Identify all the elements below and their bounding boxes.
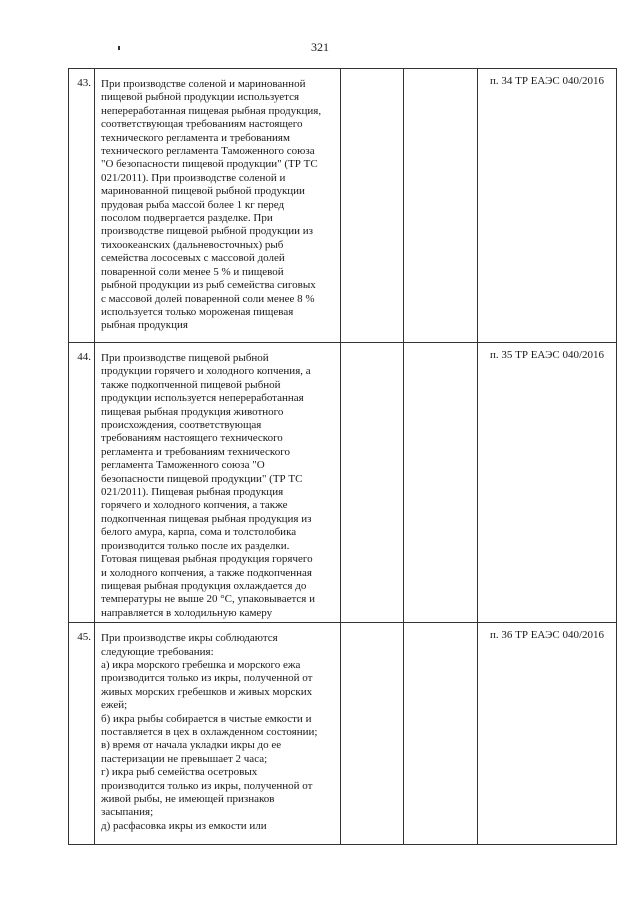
empty-cell bbox=[341, 69, 404, 343]
table-row bbox=[69, 623, 617, 845]
text-line: белого амура, карпа, сома и толстолобика bbox=[101, 526, 297, 539]
text-line: технического регламента Таможенного союза bbox=[101, 145, 315, 158]
text-line: регламента Таможенного союза "О bbox=[101, 459, 265, 472]
text-line: При производстве соленой и маринованной bbox=[101, 78, 306, 90]
text-line: При производстве икры соблюдаются bbox=[101, 632, 278, 645]
text-line: следующие требования: bbox=[101, 645, 214, 658]
requirements-table bbox=[68, 68, 617, 845]
text-line: поставляется в цех в охлажденном состоянии; bbox=[101, 725, 318, 738]
table-body bbox=[69, 69, 617, 845]
text-line: безопасности пищевой продукции" (ТР ТС bbox=[101, 472, 303, 485]
text-line: горячего и холодного копчения, а также bbox=[101, 499, 288, 512]
text-line: соответствующая требованиям настоящего bbox=[101, 118, 303, 131]
text-line: требованиям настоящего технического bbox=[101, 432, 283, 445]
text-line: регламента и требованиям технического bbox=[101, 445, 290, 458]
text-line: температуры не выше 20 °С, упаковывается и bbox=[101, 593, 315, 606]
reference-cell: п. 35 ТР ЕАЭС 040/2016 bbox=[478, 343, 617, 623]
empty-cell bbox=[341, 623, 404, 845]
text-line: технического регламента и требованиям bbox=[101, 131, 290, 144]
text-line: продукции горячего и холодного копчения, а bbox=[101, 365, 311, 378]
text-line: б) икра рыбы собирается в чистые емкости и bbox=[101, 712, 312, 725]
empty-cell bbox=[404, 69, 478, 343]
text-line: также подкопченной пищевой рыбной bbox=[101, 378, 281, 391]
text-line: используется только мороженая пищевая bbox=[101, 305, 294, 318]
text-line: маринованной пищевой рыбной продукции bbox=[101, 185, 305, 198]
requirement-text bbox=[95, 623, 341, 845]
text-line: рыбная продукция bbox=[101, 319, 188, 332]
text-line: пищевая рыбная продукция охлаждается до bbox=[101, 579, 307, 592]
text-line: в) время от начала укладки икры до ее bbox=[101, 739, 282, 752]
table-row bbox=[69, 69, 617, 343]
text-line: пищевой рыбной продукции используется bbox=[101, 91, 300, 104]
text-line: и холодного копчения, а также подкопченная bbox=[101, 566, 312, 579]
text-line: г) икра рыб семейства осетровых bbox=[101, 766, 258, 779]
text-line: происхождения, соответствующая bbox=[101, 419, 262, 432]
text-line: засыпания; bbox=[101, 806, 154, 819]
row-number: 44. bbox=[69, 343, 95, 623]
page-number: 321 bbox=[311, 40, 329, 54]
text-line: семейства лососевых с массовой долей bbox=[101, 252, 285, 265]
empty-cell bbox=[404, 343, 478, 623]
requirement-text bbox=[95, 69, 341, 343]
text-line: прудовая рыба массой более 1 кг перед bbox=[101, 198, 285, 211]
text-line: пищевая рыбная продукция животного bbox=[101, 405, 284, 418]
text-line: тихоокеанских (дальневосточных) рыб bbox=[101, 238, 284, 251]
row-number: 43. bbox=[69, 69, 95, 343]
reference-cell: п. 34 ТР ЕАЭС 040/2016 bbox=[478, 69, 617, 343]
text-line: живой рыбы, не имеющей признаков bbox=[101, 793, 275, 805]
row-number: 45. bbox=[69, 623, 95, 845]
text-line: 021/2011). Пищевая рыбная продукция bbox=[101, 486, 284, 499]
empty-cell bbox=[341, 343, 404, 623]
text-line: производится только из икры, полученной от bbox=[101, 779, 313, 792]
text-line: направляется в холодильную камеру bbox=[101, 606, 273, 619]
text-line: рыбной продукции из рыб семейства сиговых bbox=[101, 279, 316, 292]
text-line: "О безопасности пищевой продукции" (ТР ТС bbox=[101, 158, 318, 171]
text-line: подкопченная пищевая рыбная продукция из bbox=[101, 512, 312, 525]
reference-cell: п. 36 ТР ЕАЭС 040/2016 bbox=[478, 623, 617, 845]
table-row bbox=[69, 343, 617, 623]
text-line: д) расфасовка икры из емкости или bbox=[101, 819, 267, 832]
text-line: непереработанная пищевая рыбная продукция, bbox=[101, 104, 322, 117]
text-line: производится только после их разделки. bbox=[101, 539, 290, 552]
scan-mark bbox=[118, 46, 120, 50]
text-line: производстве пищевой рыбной продукции из bbox=[101, 225, 314, 238]
text-line: При производстве пищевой рыбной bbox=[101, 352, 269, 364]
text-line: Готовая пищевая рыбная продукция горячего bbox=[101, 553, 313, 566]
empty-cell bbox=[404, 623, 478, 845]
text-line: производится только из икры, полученной от bbox=[101, 672, 313, 685]
text-line: с массовой долей поваренной соли менее 8 % bbox=[101, 292, 315, 305]
requirement-text bbox=[95, 343, 341, 623]
text-line: посолом подвергается разделке. При bbox=[101, 212, 273, 225]
text-line: а) икра морского гребешка и морского ежа bbox=[101, 658, 301, 671]
text-line: живых морских гребешков и живых морских bbox=[101, 685, 313, 698]
text-line: поваренной соли менее 5 % и пищевой bbox=[101, 265, 284, 278]
text-line: продукции используется непереработанная bbox=[101, 392, 304, 405]
text-line: 021/2011). При производстве соленой и bbox=[101, 171, 286, 184]
text-line: ежей; bbox=[101, 699, 128, 712]
text-line: пастеризации не превышает 2 часа; bbox=[101, 752, 268, 765]
